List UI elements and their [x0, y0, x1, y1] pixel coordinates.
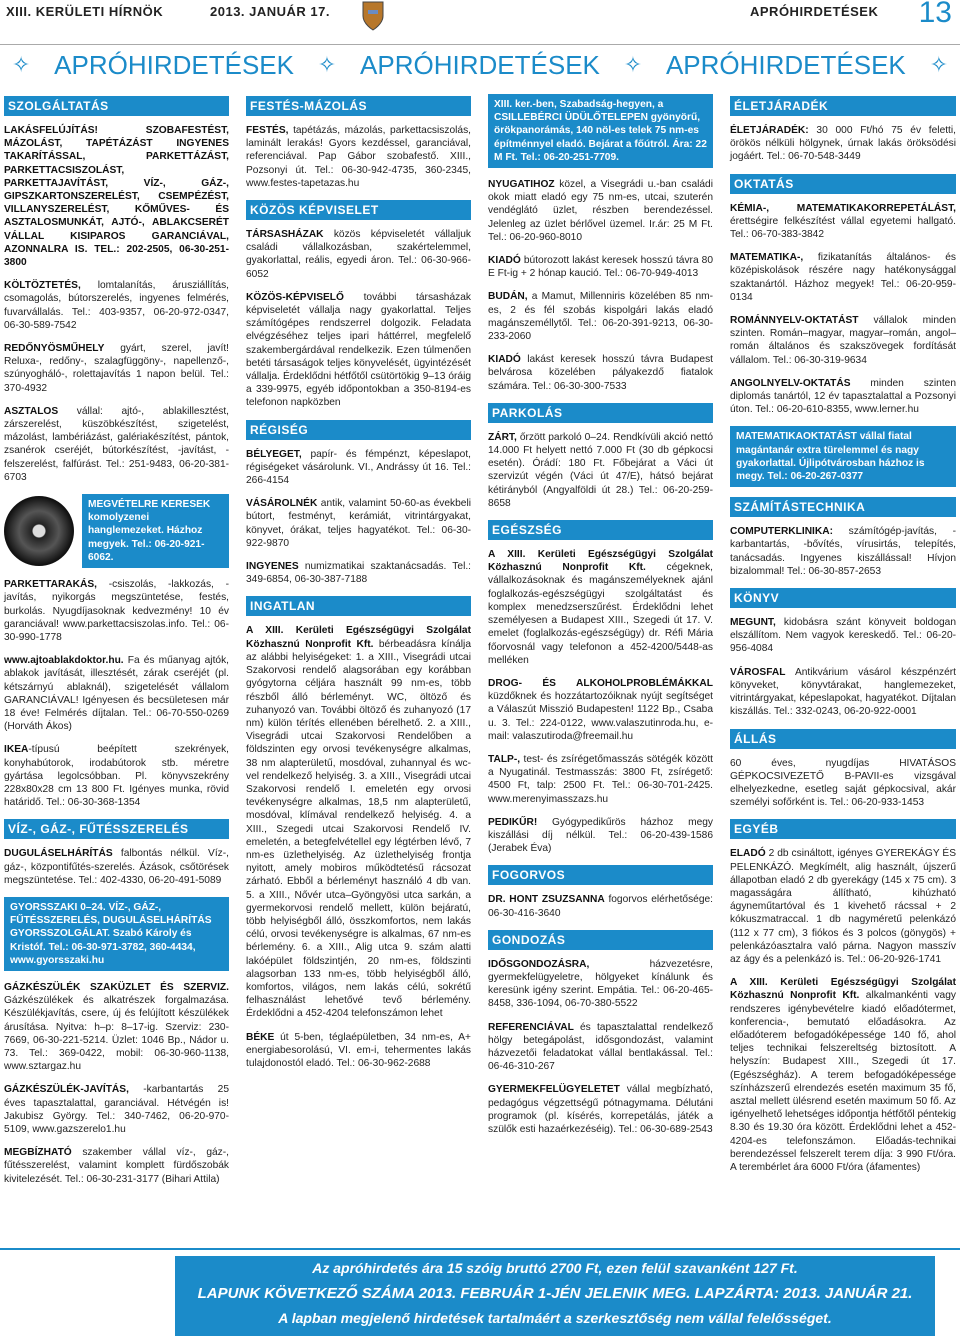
page-number: 13 [918, 0, 952, 29]
section-header: ÉLETJÁRADÉK [730, 96, 956, 116]
ad: FESTÉS, tapétázás, mázolás, parkettacsiszolás, laminált lerakás! Gyors kezdéssel, garanciával, referenciával. Pap Gábor szobafestő. XIII., Pozsonyi út. Tel.: 06-30-942-4735, 360-2345, www.festes-tapetazas.hu [246, 125, 471, 189]
ad: A XIII. Kerületi Egészségügyi Szolgálat Közhasznú Nonprofit Kft. cégeknek, vállalkozásoknak és magánszemélyeknek ajánl foglalkozás-egészségügyi szolgáltatást és komplex menedzserszűrést. Érdeklődni lehet személyesen a Budapest XIII., Szegedi út 17. V. emelet (foglalkozás-egészségügy) dr. Réfi Mária főorvosnál vagy telefonon a 452-4200/5448-as melléken [488, 549, 713, 666]
highlight-ad: MATEMATIKAOKTATÁST vállal fiatal magántanár extra türelemmel és nagy gyakorlattal. Újlipótvárosban házhoz is megy. Tel.: 06-20-267-0377 [730, 426, 956, 487]
ad: MEGBÍZHATÓ szakember vállal víz-, gáz-, fűtésszerelést, valamint komplett fürdőszobák kivitelezését. Tel.: 06-30-231-3177 (Bihari Attila) [4, 1147, 229, 1185]
ad: ELADÓ 2 db csináltott, igényes GYEREKÁGY ÉS PELENKÁZÓ. Megkímélt, alig használt, újszerű állapotban eladó 2 db gyerekágy (145 x 75 cm). 3 magasságára állítható, kihúzható ágyneműtartóval és 1 kivehető rácssal + 2 kókuszmatraccal. 1 db nagyméretű pelenkázó (112 x 77 cm), 3 fiókos és 3 polcos (gönygös) + pelenkázóasztalra való párna. Nagyon masszív az ágy és a pelenkázó is. Tel.: 06-20-926-1741 [730, 848, 956, 965]
ad: VÁROSFAL Antikvárium vásárol készpénzért könyveket, könyvtárakat, hanglemezeket, vitrintárgyakat, képeslapokat, hagyatékot. Díjtalan kiszállás. Tel.: 332-0243, 06-20-922-0001 [730, 666, 956, 718]
ad: REDŐNYÖSMŰHELY gyárt, szerel, javít! Reluxa-, redőny-, szalagfüggöny-, napellenző-, szúnyogháló-, rolettajavítás 1 napon belül. Tel.: 370-4932 [4, 343, 229, 394]
newspaper-name: XIII. KERÜLETI HÍRNÖK [6, 4, 164, 19]
ad: 60 éves, nyugdíjas HIVATÁSOS GÉPKOCSIVEZETŐ B-PAVII-es vizsgával elhelyezkedne, esetleg saját gépkocsival, akár személyi sofőrként is. Tel.: 06-20-933-1453 [730, 757, 956, 809]
banner-title: APRÓHIRDETÉSEK [360, 49, 600, 80]
column-2 [246, 90, 471, 1080]
ad: IDŐSGONDOZÁSRA, házvezetésre, gyermekfelügyeletre, hölgyeket kínálunk és keresünk igény szerint. Empátia. Tel.: 06-20-465-8458, 336-1094, 06-70-380-5522 [488, 958, 713, 1010]
star-icon: ✧ [929, 52, 949, 77]
ad: ANGOLNYELV-OKTATÁS minden szinten diplomás tanártól, 12 év tapasztalattal a Pozsonyi úton. Tel.: 06-20-610-8355, www.lerner.hu [730, 377, 956, 416]
ad: INGYENES numizmatikai szaktanácsadás. Tel.: 349-6854, 06-30-387-7188 [246, 561, 471, 586]
page-header [0, 0, 960, 40]
ad: LAKÁSFELÚJÍTÁS! SZOBAFESTÉST, MÁZOLÁST, TAPÉTÁZÁST INGYENES TAKARÍTÁSSAL, PARKETTÁZÁST, PARKETTACSISZOLÁST, PARKETTAJAVÍTÁST, VÍZ-, GÁZ-, GIPSZKARTONSZERELÉST, CSEMPÉZÉST, VILLANYSZERELÉST, KŐMŰVES- ÉS ASZTALOSMUNKÁT, AJTÓ-, ABLAKCSERÉT VÁLLAL KISIPAROS GARANCIÁVAL, AZONNALRA IS. TEL.: 202-2505, 06-30-251-3800 [4, 125, 229, 269]
section-header: RÉGISÉG [246, 420, 471, 440]
ad: KÖZÖS-KÉPVISELŐ további társasházak képviseletét vállalja nagy gyakorlattal. Teljes számítógépes rendszerrel dolgozik. Feladata elvégzéséhez teljes ipari háttérrel, megfelelő szakembergárdával rendelkezik. Ezen túlmenően betéti társaságok teljes könyvelését, ügyintézését vállalja. Érdeklődni hétfőtől csütörtökig 9–13 óráig a 339-9975, egyéb időpontokban a 350-8194-es telefonon napközben [246, 291, 471, 409]
highlight-ad: MEGVÉTELRE KERESEK komolyzenei hanglemezeket. Házhoz megyek. Tel.: 06-20-921-6062. [82, 494, 229, 568]
section-header: VÍZ-, GÁZ-, FŰTÉSSZERELÉS [4, 819, 229, 839]
column-1 [4, 90, 229, 1196]
ad: ZÁRT, őrzött parkoló 0–24. Rendkívüli akció nettó 14.000 Ft helyett nettó 7.000 Ft (30 db gépkocsi esetén). Órádí: 180 Ft. Főbejárat a Váci út szervizút végén (Váci út 47/E), hátsó bejárat kétirányból (Angyalföldi út 28.) Tel.: 06-20-259-8658 [488, 431, 713, 509]
disclaimer: A lapban megjelenő hirdetések tartalmáért a szerkesztőség nem vállal felelősséget. [278, 1310, 832, 1326]
ad: MATEMATIKA-, fizikatanítás általános- és középiskolások részére nagy hatékonysággal szaktanártól. Házhoz megyek! Tel.: 06-20-959-0134 [730, 252, 956, 303]
ad: DROG- ÉS ALKOHOLPROBLÉMÁKKAL küzdőknek és hozzátartozóiknak nyújt segítséget a Válaszút Misszió Budapesten! 1122 Bp., Csaba u. 3. Tel.: 224-0122, www.valaszutinroda.hu, e-mail: valaszutiroda@freemail.hu [488, 677, 713, 742]
ad: ROMÁNNYELV-OKTATÁST vállalok minden szinten. Román–magyar, magyar–román, angol–román általános és szakszövegek fordítását vállalom. Tel.: 06-30-319-9634 [730, 315, 956, 366]
ad: COMPUTERKLINIKA: számítógép-javítás, -karbantartás, -bővítés, vírusirtás, telepítés, tanácsadás. Ingyenes kiszállással! Hívjon bizalommal! Tel.: 06-30-857-2653 [730, 526, 956, 577]
ad: A XIII. Kerületi Egészségügyi Szolgálat Közhasznú Nonprofit Kft. alkalmankénti vagy rendszeres igénybevételre kiadó előadótermet, konferencia-, bemutató előadásokra. Az előadóterem befogadóképessége 140 fő, ahol teljes technikai felszereltség biztosított. A helyszín: Budapest XIII., Szegedi út 17. (Egészségház). A terem befogadóképessége színházszerű elrendezés esetén maximum 35 fő, asztal mellett ülésrend esetén maximum 50 fő. Az igényelhető lehetséges időpontja hétfőtől péntekig 8.30 és 19.30 óra között. Érdeklődni lehet a 452-4204-es telefonszámon. Előadás-technikai berendezéssel felszerelt terem díja: 3 990 Ft/óra. A terembérlet ára 6000 Ft/óra (áfamentes) [730, 977, 956, 1173]
pricing-note: Az apróhirdetés ára 15 szóig bruttó 2700 Ft, ezen felül szavanként 127 Ft. [312, 1260, 798, 1276]
ad: PEDIKŰR! Gyógypedikűrös házhoz megy kiszállási díj nélkül. Tel.: 06-20-439-1586 (Jerabek Éva) [488, 816, 713, 855]
ad: DUGULÁSELHÁRÍTÁS falbontás nélkül. Víz-, gáz-, központifűtés-szerelés. Ázások, csőtörések megszüntetése. Tel.: 402-4330, 06-20-491-5089 [4, 848, 229, 886]
ad: A XIII. Kerületi Egészségügyi Szolgálat Közhasznú Nonprofit Kft. bérbeadásra kínálja az alábbi helyiségeket: 1. a XIII., Visegrádi utcai Szakorvosi rendelő alagsorában egy korábban gyógytorna céljára használt 99 nm-es, több részből álló bérleményt. WC, öltöző és zuhanyozó van. További öltöző és zuhanyozó (17 nm) külön térítés ellenében bérelhető. 2. a XIII., Visegrádi utcai Szakorvosi Rendelőben a földszinten egy orvosi tevékenységre alkalmas, 38 nm alapterületű, mosdóval, zuhannyal és wc-vel rendelkező helyiség. 3. a XIII., Visegrádi utcai Szakorvosi rendelő I. emeletén egy orvosi tevékenységre alkalmas, 18,5 nm alapterületű, mosdóval, klímával rendelkező helyiség. 4. a XIII., Szegedi utcai Szakorvosi Rendelő IV. emeletén, a betegfelvétellel egy légtérben lévő, 7 nm-es üzlethelyiség. Az üzlethelyiség frontja nyitott, amely mobiros működtetésű rácsozat zárható. Ebből a bérleményt használó 4 db van. 5. a XIII., Nővér utca–Gyöngyösi utca sarkán, a gyermekorvosi rendelő mellett, külön bejáratú, több helyiségből álló, összkomfortos, nem lakás célú, orvosi tevékenységre is alkalmas, 67 nm-es bérlemény. 6. a XIII., Alig utca 9. szám alatti lakóépület földszintjén, 20 nm-es, földszinti alagsorban 133 nm-es, több helyiségből álló, komfortos, világos, nem lakás célú, sokrétű felhasználást lehetővé tevő bérlemény. Érdeklődni a 452-4204 telefonszámon lehet [246, 625, 471, 1020]
ad: PARKETTARAKÁS, -csiszolás, -lakkozás, -javítás, nyikorgás megszüntetése, festés, burkolás. Nyugdíjasoknak kedvezmény! 10 év garanciával! www.parkettacsiszolas.info. Tel.: 06-30-990-1778 [4, 579, 229, 643]
column-4 [730, 90, 956, 1184]
ad: IKEA-típusú beépített szekrények, konyhabútorok, irodabútorok stb. méretre gyártása legolcsóbban. Pl. könyvszekrény 228x80x28 cm 13 800 Ft. Igényes munka, rövid határidő. Tel.: 06-30-368-1354 [4, 744, 229, 809]
banner-title: APRÓHIRDETÉSEK [665, 49, 906, 80]
section-header: FOGORVOS [488, 865, 713, 885]
section-header: FESTÉS-MÁZOLÁS [246, 96, 471, 116]
section-header: OKTATÁS [730, 174, 956, 194]
section-header: KÖNYV [730, 588, 956, 608]
next-issue-note: LAPUNK KÖVETKEZŐ SZÁMA 2013. FEBRUÁR 1-JÉN JELENIK MEG. LAPZÁRTA: 2013. JANUÁR 21. [197, 1285, 913, 1302]
ad: GÁZKÉSZÜLÉK-JAVÍTÁS, -karbantartás 25 éves tapasztalattal, garanciával. Hétvégén is! Jakubisz György. Tel.: 340-7462, 06-20-970-5109, www.gazszerelo1.hu [4, 1084, 229, 1135]
ad: KÉMIA-, MATEMATIKAKORREPETÁLÁST, érettségire felkészítést vállal egyetemi hallgató. Tel.: 06-70-383-3842 [730, 202, 956, 241]
ad: REFERENCIÁVAL és tapasztalattal rendelkező hölgy betegápolást, idősgondozást, valamint házvezetői feladatokat vállal bentlakással. Tel.: 06-46-310-267 [488, 1021, 713, 1073]
star-icon: ✧ [11, 52, 31, 77]
star-icon: ✧ [623, 52, 643, 77]
ad: GÁZKÉSZÜLÉK SZAKÜZLET ÉS SZERVIZ. Gázkészülékek és alkatrészek forgalmazása. Készülékjavítás, csere, új és felújított készülékek árusítása. Nyitva: h–p: 8–17-ig. Szerviz: 230-7669, 06-30-221-5214. Üzlet: 1046 Bp., Nádor u. 73. Tel.: 369-0422, mobil: 06-30-960-1138, www.sztargaz.hu [4, 981, 229, 1073]
page-footer [0, 1248, 960, 1340]
ad: BUDÁN, a Mamut, Millenniris közelében 85 nm-es, 2 és fél szobás kispolgári lakás eladó magánszeméllytől. Tel.: 06-20-391-9213, 06-30-233-2060 [488, 291, 713, 343]
section-header: INGATLAN [246, 596, 471, 616]
highlight-ad: XIII. ker.-ben, Szabadság-hegyen, a CSILLEBÉRCI ÜDÜLŐTELEPEN gyönyörű, örökpanorámás, 140 nöl-es telek 75 nm-es építménnyel eladó. Bejárat a főútról. Ára: 22 M Ft. Tel.: 06-20-251-7709. [488, 94, 713, 168]
vinyl-record-icon [4, 496, 74, 566]
footer-banner [175, 1256, 935, 1336]
section-header: SZÁMÍTÁSTECHNIKA [730, 497, 956, 517]
ad: BÉKE út 5-ben, téglaépületben, 34 nm-es, A+ energiabesorolású, VI. em-i, tehermentes lakás tulajdonostól eladó. Tel.: 06-30-962-2688 [246, 1031, 471, 1069]
ad: TÁRSASHÁZAK közös képviseletét vállaljuk családi vállalkozásban, szakértelemmel, gyakorlattal, reális, egyedi áron. Tel.: 06-30-966-6052 [246, 229, 471, 280]
ad: ASZTALOS vállal: ajtó-, ablakillesztést, zárszerelést, küszöbkészítést, szigetelést, mázolást, lambériázást, galériakészítést, pántok, zsanérok cseréjét, bútorkészítést, -javítást, -felszerelést, falfúrást. Tel.: 251-9483, 06-20-381-6703 [4, 405, 229, 483]
ad: GYERMEKFELÜGYELETET vállal megbízható, pedagógus végzettségű pótnagymama. Délutáni programok (pl. kísérés, korrepetálás, játék a szülők esti hazaérkezéséig). Tel.: 06-30-689-2543 [488, 1084, 713, 1135]
ad: KIADÓ lakást keresek hosszú távra Budapest belvárosa közelében pályakezdő fiatalok számára. Tel.: 06-30-300-7533 [488, 354, 713, 392]
ad: NYUGATIHOZ közel, a Visegrádi u.-ban családi okok miatt eladó egy 75 nm-es, utcai, szuterén vendéglátó üzlet, részben berendezéssel. Jelenleg az üzlet bérlővel üzemel. Ir.ár: 25 M Ft. Tel.: 06-20-960-8010 [488, 179, 713, 243]
crest-icon [360, 0, 386, 32]
section-header: EGÉSZSÉG [488, 520, 713, 540]
star-icon: ✧ [317, 52, 337, 77]
ad: KÖLTÖZTETÉS, lomtalanítás, árusziállítás, csomagolás, bútorszerelés, ingyenes felmérés, fuvarvállalás. Tel.: 403-9357, 06-20-972-0347, 06-30-589-7542 [4, 280, 229, 331]
issue-date: 2013. JANUÁR 17. [210, 4, 330, 19]
record-ad [4, 494, 229, 568]
ad: KIADÓ bútorozott lakást keresek hosszú távra 80 E Ft-ig + 2 hónap kaució. Tel.: 06-70-949-4013 [488, 255, 713, 280]
ad: ÉLETJÁRADÉK: 30 000 Ft/hó 75 év feletti, örökös nélküli hölgynek, úrnak lakás öröksödési jogáért. Tel.: 06-70-548-3449 [730, 125, 956, 163]
ad: www.ajtoablakdoktor.hu. Fa és műanyag ajtók, ablakok javítását, illesztését, zárak cseréjét (pl. kétszárnyú ablaknál), szigetelését vállalom GARANCIÁVAL! Igényesen és becsületesen már 18 éve! Felmérés díjtalan. Tel.: 06-70-550-0269 (Horváth Ákos) [4, 655, 229, 733]
ad: DR. HONT ZSUZSANNA fogorvos elérhetősége: 06-30-416-3640 [488, 894, 713, 919]
section-header: EGYÉB [730, 819, 956, 839]
ad: TALP-, test- és zsírégetőmasszás sötégék között a Nyugatinál. Testmasszás: 3800 Ft, zsírégető: 4500 Ft, talp: 2500 Ft. Tel.: 06-30-701-2425. www.merenyimasszazs.hu [488, 753, 713, 805]
ad: MEGUNT, kidobásra szánt könyveit boldogan elszállítom. Nem vagyok kereskedő. Tel.: 06-20-956-4084 [730, 617, 956, 655]
section-header: PARKOLÁS [488, 403, 713, 423]
banner-title: APRÓHIRDETÉSEK [54, 49, 294, 80]
section-header: ÁLLÁS [730, 729, 956, 749]
ad: VÁSÁROLNÉK antik, valamint 50-60-as évekbeli bútort, festményt, kerámiát, vitrintárgyakat, könyvet, órákat, teljes hagyatékot. Tel.: 06-30-922-9870 [246, 498, 471, 549]
section-header: SZOLGÁLTATÁS [4, 96, 229, 116]
section-header: KÖZÖS KÉPVISELET [246, 200, 471, 220]
highlight-ad: GYORSSZAKI 0–24. VÍZ-, GÁZ-, FŰTÉSSZERELÉS, DUGULÁSELHÁRÍTÁS GYORSSZOLGÁLAT. Szabó Károly és Kristóf. Tel.: 06-30-971-3782, 360-4434, www.gyorsszaki.hu [4, 897, 229, 971]
category-banner [0, 44, 960, 85]
section-label: APRÓHIRDETÉSEK [750, 4, 879, 19]
section-header: GONDOZÁS [488, 930, 713, 950]
column-3 [488, 90, 713, 1146]
ad: BÉLYEGET, papír- és fémpénzt, képeslapot, régiségeket vásárolunk. VI., Andrássy út 16. Tel.: 266-4154 [246, 448, 471, 487]
